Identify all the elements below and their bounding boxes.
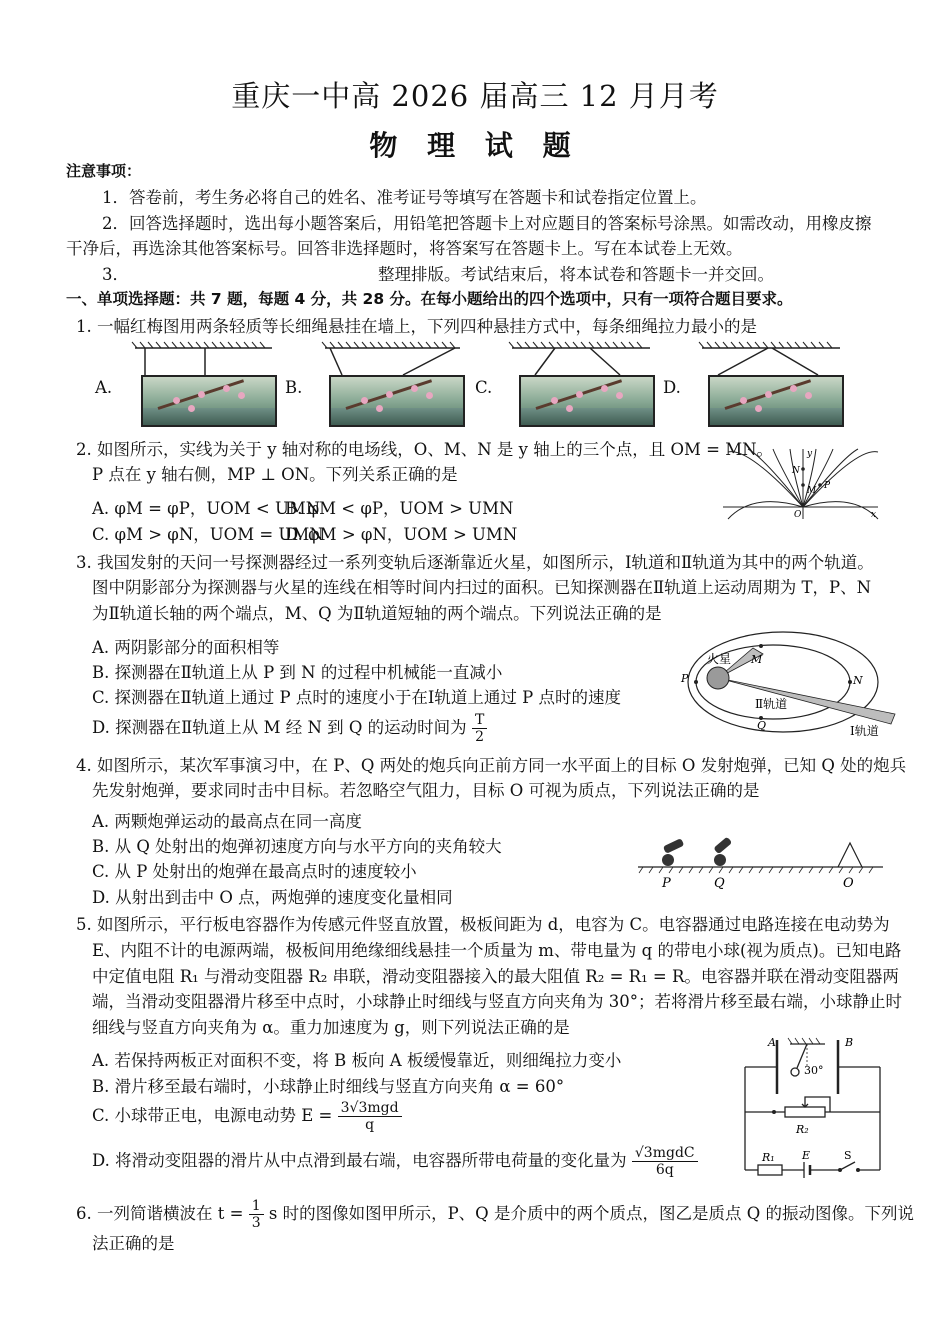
q5-stem-line-5: 细线与竖直方向夹角为 α。重力加速度为 g，则下列说法正确的是 bbox=[92, 1018, 570, 1037]
q5-fig-label-angle: 30° bbox=[804, 1064, 824, 1077]
q5-ball bbox=[791, 1068, 799, 1076]
q3-option-c: C. 探测器在Ⅱ轨道上通过 P 点时的速度小于在Ⅰ轨道上通过 P 点时的速度 bbox=[92, 688, 621, 707]
q1-figure-a bbox=[132, 342, 272, 375]
q3-fig-label-p: P bbox=[681, 672, 689, 685]
q5-fig-label-b: B bbox=[845, 1036, 854, 1049]
q3-fig-label-orbit-2: Ⅱ轨道 bbox=[755, 697, 788, 711]
q5-fig-label-r1: R₁ bbox=[762, 1151, 775, 1164]
q3-mars bbox=[707, 667, 729, 689]
q5-resistor-r2 bbox=[785, 1107, 825, 1117]
q5-option-c-fraction bbox=[338, 1100, 402, 1133]
notice-item-3-number: 3． bbox=[102, 265, 129, 284]
q4-stem-line-1: 4. 如图所示，某次军事演习中，在 P、Q 两处的炮兵向正前方同一水平面上的目标 O 发射炮弹，已知 Q 处的炮兵 bbox=[76, 756, 907, 775]
notice-item-2-line-1: 2．回答选择题时，选出每小题答案后，用铅笔把答题卡上对应题目的答案标号涂黑。如需改动，用橡皮擦 bbox=[102, 214, 872, 233]
notice-item-3: 整理排版。考试结束后，将本试卷和答题卡一并交回。 bbox=[378, 265, 774, 284]
q5-option-d-text: D. 将滑动变阻器的滑片从中点滑到最右端，电容器所带电荷量的变化量为 bbox=[92, 1151, 627, 1170]
q2-fig-label-o: O bbox=[794, 510, 802, 520]
q3-fig-label-n: N bbox=[853, 674, 863, 687]
q3-option-d-denominator: 2 bbox=[475, 729, 485, 745]
q4-artillery-figure bbox=[638, 835, 888, 890]
q6-stem-suffix: s 时的图像如图甲所示，P、Q 是介质中的两个质点，图乙是质点 Q 的振动图像。下列说 bbox=[268, 1204, 914, 1223]
q1-option-d-label: D. bbox=[663, 378, 681, 397]
q4-option-b: B. 从 Q 处射出的炮弹初速度方向与水平方向的夹角较大 bbox=[92, 837, 502, 856]
q3-option-d-numerator: T bbox=[472, 712, 487, 729]
q3-fig-label-orbit-1: Ⅰ轨道 bbox=[850, 724, 879, 738]
q4-option-a: A. 两颗炮弹运动的最高点在同一高度 bbox=[92, 812, 362, 831]
notice-heading: 注意事项： bbox=[66, 162, 142, 180]
q2-fig-label-y: y bbox=[807, 449, 813, 459]
q4-cannon-p bbox=[662, 838, 684, 866]
q2-fig-label-n: N bbox=[792, 466, 800, 476]
exam-title: 重庆一中高 2026 届高三 12 月月考 bbox=[231, 79, 719, 113]
q1-option-c-label: C. bbox=[475, 378, 493, 397]
q3-fig-label-m: M bbox=[751, 653, 763, 666]
q3-option-a: A. 两阴影部分的面积相等 bbox=[92, 638, 280, 657]
q4-fig-label-q: Q bbox=[714, 876, 725, 891]
q6-time-fraction bbox=[249, 1198, 264, 1231]
q5-option-d-denominator: 6q bbox=[655, 1162, 674, 1178]
q5-fig-label-a: A bbox=[768, 1036, 776, 1049]
q2-fig-label-x: x bbox=[871, 510, 877, 520]
q1-stem: 1. 一幅红梅图用两条轻质等长细绳悬挂在墙上，下列四种悬挂方式中，每条细绳拉力最小的是 bbox=[76, 317, 757, 336]
q4-stem-line-2: 先发射炮弹，要求同时击中目标。若忽略空气阻力，目标 O 可视为质点，下列说法正确的是 bbox=[92, 781, 760, 800]
q1-painting-d bbox=[708, 375, 844, 427]
q6-stem-line-2: 法正确的是 bbox=[92, 1234, 175, 1253]
q2-fig-label-m: M bbox=[807, 486, 817, 496]
q5-fig-label-e: E bbox=[802, 1149, 811, 1162]
q5-option-d bbox=[92, 1145, 698, 1178]
q1-figure-c bbox=[509, 342, 650, 375]
q3-stem-line-1: 3. 我国发射的天问一号探测器经过一系列变轨后逐渐靠近火星，如图所示，Ⅰ轨道和Ⅱ轨道为其中的两个轨道。 bbox=[76, 553, 874, 572]
section-1-heading: 一、单项选择题：共 7 题，每题 4 分，共 28 分。在每小题给出的四个选项中，只有一项符合题目要求。 bbox=[66, 290, 793, 308]
q1-painting-c bbox=[519, 375, 655, 427]
q3-stem-line-3: 为Ⅱ轨道长轴的两个端点，M、Q 为Ⅱ轨道短轴的两个端点。下列说法正确的是 bbox=[92, 604, 662, 623]
q1-figure-b bbox=[322, 342, 460, 375]
q2-option-d: D. φM > φN，UOM > UMN bbox=[285, 525, 518, 544]
q5-option-d-fraction bbox=[632, 1145, 698, 1178]
q3-option-d-fraction bbox=[472, 712, 487, 745]
q5-option-d-numerator: √3mgdC bbox=[632, 1145, 698, 1162]
q6-time-numerator: 1 bbox=[249, 1198, 264, 1215]
subject-title: 物 理 试 题 bbox=[369, 129, 581, 162]
q5-option-c-denominator: q bbox=[365, 1117, 375, 1133]
q4-cannon-q bbox=[713, 837, 732, 866]
q5-option-c-text: C. 小球带正电，电源电动势 E = bbox=[92, 1106, 333, 1125]
q1-option-b-label: B. bbox=[285, 378, 303, 397]
q4-fig-label-o: O bbox=[843, 876, 854, 891]
q2-stem-line-1: 2. 如图所示，实线为关于 y 轴对称的电场线，O、M、N 是 y 轴上的三个点，且 OM = MN。 bbox=[76, 440, 774, 459]
q4-fig-label-p: P bbox=[662, 876, 671, 891]
q5-stem-line-2: E、内阻不计的电源两端，极板间用绝缘细线悬挂一个质量为 m、带电量为 q 的带电小球(视为质点)。已知电路 bbox=[92, 941, 902, 960]
q5-option-a: A. 若保持两板正对面积不变，将 B 板向 A 板缓慢靠近，则细绳拉力变小 bbox=[92, 1051, 622, 1070]
q6-time-denominator: 3 bbox=[251, 1215, 261, 1231]
q5-circuit-figure bbox=[740, 1032, 890, 1177]
q5-option-b: B. 滑片移至最右端时，小球静止时细线与竖直方向夹角 α = 60° bbox=[92, 1077, 565, 1096]
q3-option-d-text: D. 探测器在Ⅱ轨道上从 M 经 N 到 Q 的运动时间为 bbox=[92, 718, 467, 737]
q5-resistor-r1 bbox=[758, 1165, 782, 1175]
q2-option-c: C. φM > φN，UOM = UMN bbox=[92, 525, 324, 544]
q2-electric-field-figure bbox=[718, 447, 888, 522]
q5-stem-line-4: 端，当滑动变阻器滑片移至中点时，小球静止时细线与竖直方向夹角为 30°；若将滑片移至最右端，小球静止时 bbox=[92, 992, 902, 1011]
q4-option-d: D. 从射出到击中 O 点，两炮弹的速度变化量相同 bbox=[92, 888, 453, 907]
q6-stem-line-1 bbox=[76, 1198, 914, 1231]
q1-option-a-label: A. bbox=[95, 378, 113, 397]
q6-stem-prefix: 6. 一列简谐横波在 t = bbox=[76, 1204, 244, 1223]
q3-orbit-figure bbox=[681, 626, 895, 741]
q3-option-b: B. 探测器在Ⅱ轨道上从 P 到 N 的过程中机械能一直减小 bbox=[92, 663, 503, 682]
q3-fig-label-q: Q bbox=[757, 719, 767, 732]
q4-option-c: C. 从 P 处射出的炮弹在最高点时的速度较小 bbox=[92, 862, 417, 881]
q5-option-c bbox=[92, 1100, 402, 1133]
q1-figure-d bbox=[699, 342, 840, 375]
q2-fig-label-p: P bbox=[824, 481, 831, 491]
q1-painting-a bbox=[141, 375, 277, 427]
q2-option-a: A. φM = φP，UOM < UMN bbox=[92, 499, 321, 518]
q3-stem-line-2: 图中阴影部分为探测器与火星的连线在相等时间内扫过的面积。已知探测器在Ⅱ轨道上运动周期为 T，P、N bbox=[92, 578, 872, 597]
q3-option-d bbox=[92, 712, 487, 745]
notice-item-2-line-2: 干净后，再选涂其他答案标号。回答非选择题时，将答案写在答题卡上。写在本试卷上无效。 bbox=[66, 239, 743, 258]
q5-stem-line-3: 中定值电阻 R₁ 与滑动变阻器 R₂ 串联，滑动变阻器接入的最大阻值 R₂ = R₁ = R。电容器并联在滑动变阻器两 bbox=[92, 967, 899, 986]
q2-stem-line-2: P 点在 y 轴右侧，MP ⊥ ON。下列关系正确的是 bbox=[92, 465, 458, 484]
q5-option-c-numerator: 3√3mgd bbox=[338, 1100, 402, 1117]
q5-fig-label-r2: R₂ bbox=[796, 1123, 809, 1136]
notice-item-1: 1．答卷前，考生务必将自己的姓名、准考证号等填写在答题卡和试卷指定位置上。 bbox=[102, 188, 707, 207]
q1-painting-b bbox=[329, 375, 465, 427]
q2-option-b: B. φM < φP，UOM > UMN bbox=[285, 499, 514, 518]
q5-stem-line-1: 5. 如图所示，平行板电容器作为传感元件竖直放置，极板间距为 d，电容为 C。电容器通过电路连接在电动势为 bbox=[76, 915, 890, 934]
q5-fig-label-s: S bbox=[844, 1149, 852, 1162]
q3-fig-label-mars: 火星 bbox=[707, 652, 732, 666]
